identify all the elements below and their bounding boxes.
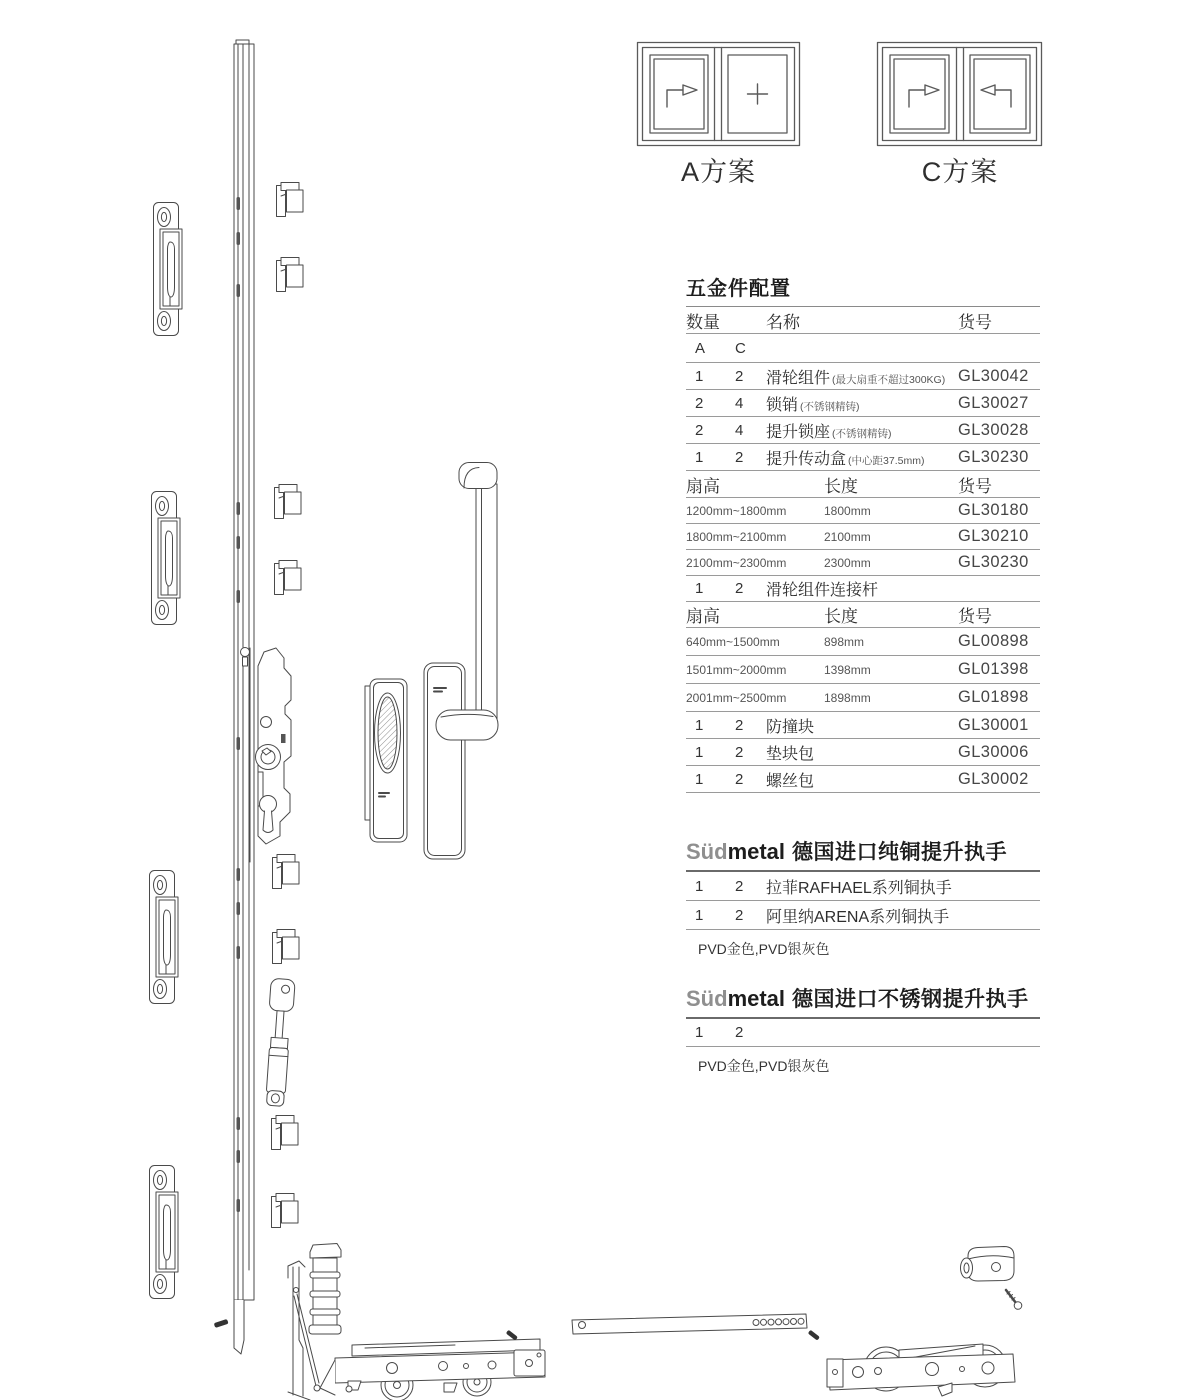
lift-handle-drawing bbox=[424, 463, 498, 860]
keeper-plate-drawing bbox=[150, 1166, 179, 1299]
keeper-plate-drawing bbox=[152, 492, 181, 625]
part-name bbox=[766, 392, 958, 415]
size-length: 898mm bbox=[824, 634, 865, 649]
size-sku: GL30210 bbox=[958, 527, 1029, 545]
part-name-text: 滑轮组件 bbox=[766, 369, 831, 387]
table-subheader-row bbox=[686, 334, 1040, 363]
size-length: 1800mm bbox=[824, 503, 871, 518]
size-sku: GL00898 bbox=[958, 632, 1029, 650]
plan-c-label: C方案 bbox=[921, 157, 999, 187]
keeper-plate-drawing bbox=[150, 871, 179, 1004]
size-h2: 长度 bbox=[824, 607, 858, 626]
size-h3: 货号 bbox=[958, 607, 992, 626]
part-name bbox=[766, 365, 958, 388]
part-name-text: 垫块包 bbox=[766, 745, 815, 763]
size-row bbox=[686, 656, 1040, 684]
table-row bbox=[686, 712, 1040, 739]
size-sku: GL01898 bbox=[958, 688, 1029, 706]
size-range: 1200mm~1800mm bbox=[686, 503, 787, 518]
brand-logo-bold: metal bbox=[727, 986, 786, 1011]
col-qty-label: 数量 bbox=[686, 312, 720, 332]
lock-pin-clip-drawing bbox=[272, 1194, 299, 1228]
window-diagram-a bbox=[638, 43, 800, 146]
size-range: 1800mm~2100mm bbox=[686, 529, 787, 544]
lock-pin-clip-drawing bbox=[275, 561, 302, 595]
table-row bbox=[686, 766, 1040, 793]
table-header-row bbox=[686, 307, 1040, 334]
plan-a-label: A方案 bbox=[680, 157, 756, 187]
size-h2: 长度 bbox=[824, 476, 858, 496]
roller-carriage-right-drawing bbox=[827, 1344, 1015, 1396]
brand-header bbox=[686, 836, 1040, 872]
table-row bbox=[686, 363, 1040, 390]
table-row bbox=[686, 444, 1040, 471]
brand-section-stainless-handles bbox=[686, 983, 1040, 1076]
part-name-text: 拉菲RAFHAEL系列铜执手 bbox=[766, 879, 952, 897]
table-row bbox=[686, 576, 1040, 602]
part-name-text: 锁销 bbox=[766, 396, 799, 414]
part-name bbox=[766, 446, 958, 469]
part-note: (不锈钢精铸) bbox=[832, 427, 892, 440]
part-sku: GL30001 bbox=[958, 715, 1029, 734]
table-row bbox=[686, 1019, 1040, 1047]
part-sku: GL30230 bbox=[958, 447, 1029, 466]
brand-logo-bold: metal bbox=[727, 839, 786, 864]
lock-gearbox-drawing bbox=[250, 648, 291, 862]
qty-a: 2 bbox=[695, 421, 704, 439]
table-row bbox=[686, 417, 1040, 444]
gas-strut-drawing bbox=[262, 978, 295, 1106]
size-length: 2300mm bbox=[824, 555, 871, 570]
qty-a: 1 bbox=[695, 877, 704, 895]
hardware-config-table bbox=[686, 272, 1040, 793]
lock-rail-drawing bbox=[234, 40, 254, 1354]
size-sku: GL30230 bbox=[958, 553, 1029, 571]
size-sku: GL30180 bbox=[958, 501, 1029, 519]
table-row bbox=[686, 739, 1040, 766]
part-sku: GL30006 bbox=[958, 742, 1029, 761]
size-range: 2100mm~2300mm bbox=[686, 555, 787, 570]
size-h3: 货号 bbox=[958, 476, 992, 496]
size-header-row bbox=[686, 602, 1040, 628]
lock-pin-clip-drawing bbox=[277, 183, 304, 217]
qty-c: 2 bbox=[735, 716, 744, 734]
qty-a: 1 bbox=[695, 743, 704, 761]
qty-c: 4 bbox=[735, 421, 744, 439]
flush-pull-handle-drawing bbox=[365, 679, 407, 842]
part-name-text: 提升锁座 bbox=[766, 423, 831, 441]
part-sku: GL30028 bbox=[958, 420, 1029, 439]
brand-section-copper-handles bbox=[686, 836, 1040, 959]
qty-a: 1 bbox=[695, 448, 704, 466]
col-sku-label: 货号 bbox=[958, 312, 992, 332]
lock-pin-clip-drawing bbox=[272, 1116, 299, 1150]
qty-c: 2 bbox=[735, 906, 744, 924]
lock-pin-clip-drawing bbox=[275, 485, 302, 519]
part-name-text: 提升传动盒 bbox=[766, 450, 847, 468]
size-h1: 扇高 bbox=[686, 476, 720, 496]
lock-pin-clip-drawing bbox=[273, 855, 300, 889]
size-range: 2001mm~2500mm bbox=[686, 690, 787, 705]
plan-a-col: A bbox=[695, 339, 706, 357]
size-length: 1898mm bbox=[824, 690, 871, 705]
roller-carriage-left-drawing bbox=[320, 1339, 545, 1400]
col-name-label: 名称 bbox=[766, 312, 800, 332]
qty-a: 1 bbox=[695, 770, 704, 788]
qty-c: 2 bbox=[735, 448, 744, 466]
qty-a: 1 bbox=[695, 580, 704, 597]
size-h1: 扇高 bbox=[686, 607, 720, 626]
window-diagram-c bbox=[878, 43, 1042, 146]
brand-header bbox=[686, 983, 1040, 1019]
part-name-text: 螺丝包 bbox=[766, 772, 815, 790]
qty-a: 1 bbox=[695, 716, 704, 734]
brand-section-title: 德国进口不锈钢提升执手 bbox=[792, 988, 1029, 1011]
size-range: 1501mm~2000mm bbox=[686, 662, 787, 677]
part-name-text: 防撞块 bbox=[766, 718, 815, 736]
size-row bbox=[686, 684, 1040, 712]
part-note: (最大扇重不超过300KG) bbox=[832, 373, 946, 386]
size-range: 640mm~1500mm bbox=[686, 634, 780, 649]
size-length: 2100mm bbox=[824, 529, 871, 544]
brand-logo-light: Süd bbox=[686, 839, 728, 864]
table-row bbox=[686, 901, 1040, 930]
table-row bbox=[686, 872, 1040, 901]
lock-pin-clip-drawing bbox=[273, 930, 300, 964]
qty-c: 2 bbox=[735, 770, 744, 788]
part-name bbox=[766, 419, 958, 442]
qty-c: 4 bbox=[735, 394, 744, 412]
qty-c: 2 bbox=[735, 877, 744, 895]
keeper-plate-drawing bbox=[154, 203, 183, 336]
brand-logo-light: Süd bbox=[686, 986, 728, 1011]
size-sku: GL01398 bbox=[958, 660, 1029, 678]
table-title: 五金件配置 bbox=[686, 272, 1040, 307]
qty-a: 1 bbox=[695, 906, 704, 924]
part-note: (不锈钢精铸) bbox=[800, 400, 860, 413]
qty-a: 1 bbox=[695, 1024, 704, 1041]
screw-drawing bbox=[1006, 1290, 1022, 1309]
qty-c: 2 bbox=[735, 743, 744, 761]
size-header-row bbox=[686, 471, 1040, 498]
anti-collision-block-drawing bbox=[961, 1247, 1015, 1282]
size-length: 1398mm bbox=[824, 662, 871, 677]
part-name-text: 阿里纳ARENA系列铜执手 bbox=[766, 908, 950, 926]
plan-c-col: C bbox=[735, 339, 746, 357]
size-row bbox=[686, 628, 1040, 656]
connector-rod-drawing bbox=[572, 1314, 807, 1334]
size-row bbox=[686, 550, 1040, 576]
part-name-text: 滑轮组件连接杆 bbox=[766, 582, 879, 599]
size-row bbox=[686, 524, 1040, 550]
size-row bbox=[686, 498, 1040, 524]
qty-c: 2 bbox=[735, 580, 744, 597]
qty-c: 2 bbox=[735, 367, 744, 385]
qty-a: 1 bbox=[695, 367, 704, 385]
brand-section-title: 德国进口纯铜提升执手 bbox=[792, 841, 1008, 864]
part-sku: GL30002 bbox=[958, 769, 1029, 788]
lock-pin-clip-drawing bbox=[277, 258, 304, 292]
part-note: (中心距37.5mm) bbox=[848, 454, 925, 467]
qty-a: 2 bbox=[695, 394, 704, 412]
table-row bbox=[686, 390, 1040, 417]
part-sku: GL30042 bbox=[958, 366, 1029, 385]
qty-c: 2 bbox=[735, 1024, 744, 1041]
finish-note: PVD金色,PVD银灰色 bbox=[698, 941, 830, 957]
part-sku: GL30027 bbox=[958, 393, 1029, 412]
finish-note: PVD金色,PVD银灰色 bbox=[698, 1058, 830, 1074]
